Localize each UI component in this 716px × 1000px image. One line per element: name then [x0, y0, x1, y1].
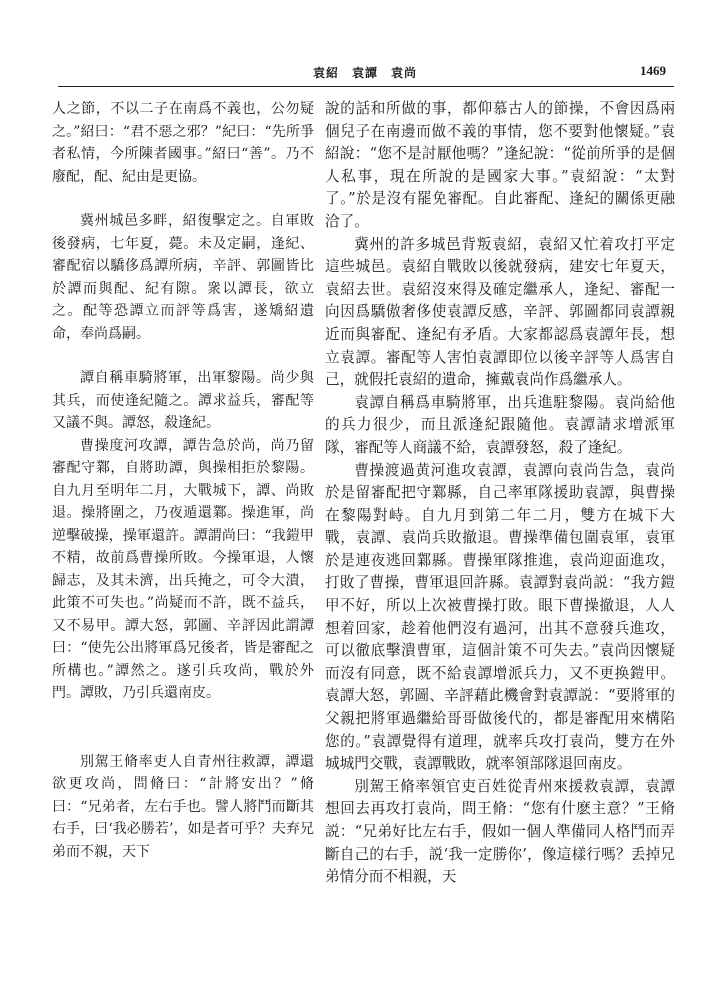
classical-text-column	[52, 98, 314, 863]
translation-column	[325, 98, 675, 889]
classical-paragraph: 冀州城邑多畔，紹復擊定之。自軍敗後發病，七年夏，薨。未及定嗣，逢紀、審配宿以驕侈爲譚所病，辛評、郭圖皆比於譚而與配、紀有隙。衆以譚長，欲立之。配等恐譚立而評等爲害，遂矯紹遺命，奉尚爲嗣。	[52, 213, 314, 342]
classical-paragraph: 人之節，不以二子在南爲不義也，公勿疑之。”紹曰：“君不惡之邪？”紀曰：“先所爭者私情，今所陳者國事。”紹曰“善”。乃不廢配，配、紀由是更協。	[52, 101, 314, 185]
translation-paragraph: 說的話和所做的事，都仰慕古人的節操，不會因爲兩個兒子在南邊而做不義的事情，您不要對他懷疑。”袁紹說：“您不是討厭他嗎？”逢紀說：“從前所爭的是個人私事，現在所說的是國家大事。”袁紹說：“太對了。”於是沒有罷免審配。自此審配、逢紀的關係更融洽了。	[325, 100, 675, 230]
page-number: 1469	[640, 63, 666, 78]
running-title: 袁紹 袁譚 袁尚	[313, 66, 418, 80]
classical-paragraph: 曹操度河攻譚，譚告急於尚，尚乃留審配守鄴，自將助譚，與操相拒於黎陽。自九月至明年二月，大戰城下，譚、尚敗退。操將圍之，乃夜遁還鄴。操進軍，尚逆擊破操，操軍還許。譚謂尚曰：“我鎧甲不精，故前爲曹操所敗。今操軍退，人懷歸志，及其未濟，出兵掩之，可令大潰，此策不可失也。”尚疑而不許，既不益兵，又不易甲。譚大怒，郭圖、辛評因此謂譚曰：“使先公出將軍爲兄後者，皆是審配之所構也。”譚然之。遂引兵攻尚，戰於外門。譚敗，乃引兵還南皮。	[52, 437, 314, 701]
translation-paragraph: 冀州的許多城邑背叛袁紹，袁紹又忙着攻打平定這些城邑。袁紹自戰敗以後就發病，建安七年夏天，袁紹去世。袁紹沒來得及確定繼承人，逢紀、審配一向因爲驕傲奢侈使袁譚反感，辛評、郭圖都同袁譚親近而與審配、逢紀有矛盾。大家都認爲袁譚年長，想立袁譚。審配等人害怕袁譚即位以後辛評等人爲害自己，就假托袁紹的遺命，擁戴袁尚作爲繼承人。	[325, 235, 675, 389]
classical-paragraph: 別駕王脩率吏人自青州往救譚，譚還欲更攻尚，問脩曰：“計將安出？”脩曰：“兄弟者，左右手也。譬人將鬥而斷其右手，曰‘我必勝若’，如是者可乎？夫弃兄弟而不親，天下	[52, 753, 314, 860]
translation-paragraph: 袁譚自稱爲車騎將軍，出兵進駐黎陽。袁尚給他的兵力很少，而且派逢紀跟隨他。袁譚請求增派軍隊，審配等人商議不給，袁譚發怒，殺了逢紀。	[325, 393, 675, 456]
translation-paragraph: 曹操渡過黄河進攻袁譚，袁譚向袁尚告急，袁尚於是留審配把守鄴縣，自己率軍隊援助袁譚，與曹操在黎陽對峙。自九月到第二年二月，雙方在城下大戰，袁譚、袁尚兵敗撤退。曹操準備包圍袁軍，袁軍於是連夜逃回鄴縣。曹操軍隊推進，袁尚迎面進攻，打敗了曹操，曹軍退回許縣。袁譚對袁尚説：“我方鎧甲不好，所以上次被曹操打敗。眼下曹操撤退，人人想着回家，趁着他們沒有過河，出其不意發兵進攻，可以徹底擊潰曹軍，這個計策不可失去。”袁尚因懷疑而沒有同意，既不給袁譚增派兵力，又不更换鎧甲。袁譚大怒，郭圖、辛評藉此機會對袁譚説：“要將軍的父親把將軍過繼給哥哥做後代的，都是審配用來構陷您的。”袁譚覺得有道理，就率兵攻打袁尚，雙方在外城城門交戰，袁譚戰敗，就率領部隊退回南皮。	[325, 461, 675, 773]
classical-paragraph: 譚自稱車騎將軍，出軍黎陽。尚少與其兵，而使逢紀隨之。譚求益兵，審配等又議不與。譚怒，殺逢紀。	[52, 370, 314, 431]
translation-paragraph: 別駕王脩率領官吏百姓從青州來援救袁譚，袁譚想回去再攻打袁尚，問王脩：“您有什麽主意？”王脩説：“兄弟好比左右手，假如一個人準備同人格鬥而弄斷自己的右手，説‘我一定勝你’，像這樣行嗎？丢掉兄弟情分而不相親，天	[325, 777, 675, 886]
page-header	[58, 62, 674, 87]
